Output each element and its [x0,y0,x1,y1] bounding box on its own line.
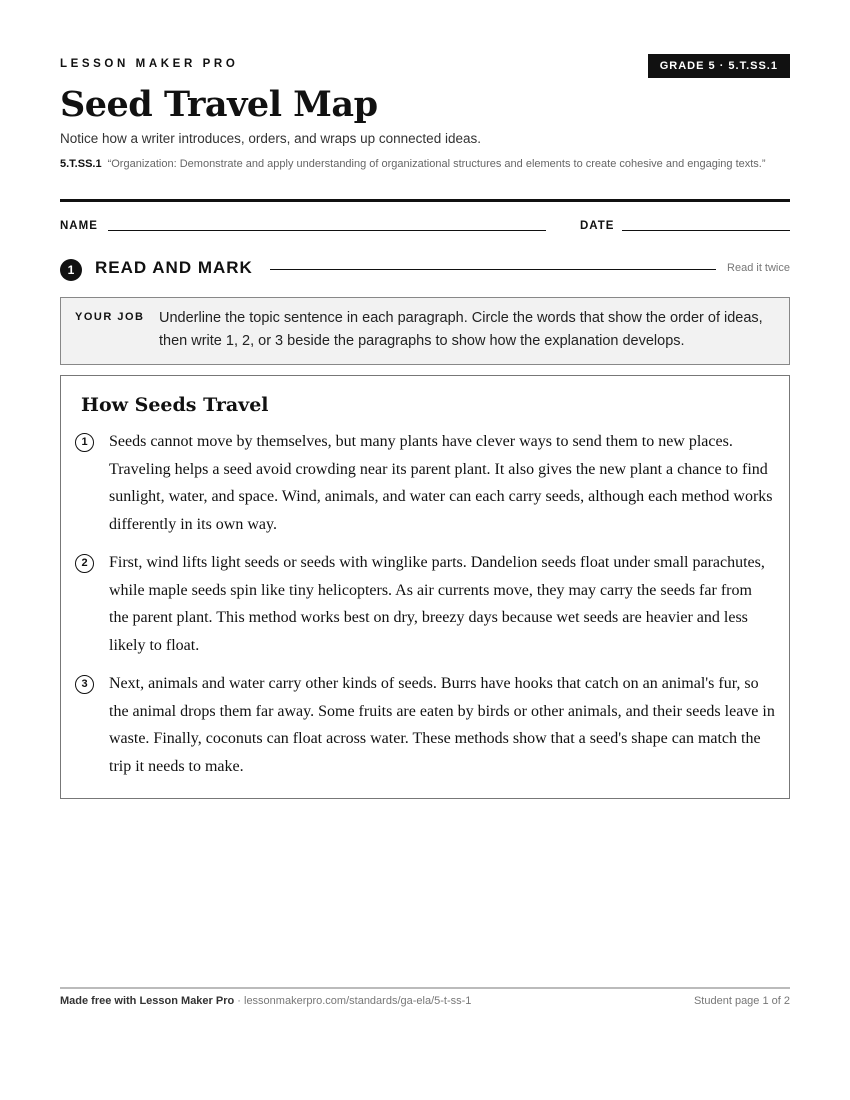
reading-passage [60,375,790,799]
section-note: Read it twice [727,262,790,274]
section-number-badge: 1 [60,259,82,281]
standard-code: 5.T.SS.1 [60,158,102,170]
footer-credit [60,995,471,1007]
paragraph-number: 1 [75,433,94,452]
page-title: Seed Travel Map [60,84,378,125]
passage-title: How Seeds Travel [81,394,269,416]
brand-name: LESSON MAKER PRO [60,58,239,70]
footer-made-with: Made free with Lesson Maker Pro [60,995,235,1007]
standard-description [60,156,770,172]
name-label: NAME [60,220,98,232]
section-divider [270,269,716,270]
grade-badge: GRADE 5 · 5.T.SS.1 [648,54,790,78]
instructions-label: YOUR JOB [75,311,145,323]
date-field[interactable] [622,230,790,231]
section-title: READ AND MARK [95,258,253,277]
name-field[interactable] [108,230,546,231]
paragraph-number: 2 [75,554,94,573]
instructions-box [60,297,790,365]
paragraph-number: 3 [75,675,94,694]
paragraph-text[interactable]: First, wind lifts light seeds or seeds with winglike parts. Dandelion seeds float under small parachutes, while maple seeds spin like tiny helicopters. As air currents move, they may carry the seeds far from the parent plant. This method works best on dry, breezy days because wet seeds are heavier and less likely to float. [109,554,765,654]
paragraph-text[interactable]: Seeds cannot move by themselves, but many plants have clever ways to send them to new places. Traveling helps a seed avoid crowding near its parent plant. It also gives the new plant a chance to find sunlight, water, and space. Wind, animals, and water can each carry seeds, although each method works differently in its own way. [109,433,773,533]
paragraph-text[interactable]: Next, animals and water carry other kinds of seeds. Burrs have hooks that catch on an animal's fur, so the animal drops them far away. Some fruits are eaten by birds or other animals, and their seeds leave in waste. Finally, coconuts can float across water. These methods show that a seed's shape can match the trip it needs to make. [109,675,775,775]
instructions-text: Underline the topic sentence in each paragraph. Circle the words that show the order of ideas, then write 1, 2, or 3 beside the paragraphs to show how the explanation develops. [159,310,763,349]
footer-divider [60,987,790,989]
worksheet-page [60,0,790,1100]
standard-text: “Organization: Demonstrate and apply understanding of organizational structures and elements to create cohesive and engaging texts.” [107,158,766,170]
page-indicator: Student page 1 of 2 [693,995,790,1007]
header-divider [60,199,790,202]
date-label: DATE [580,220,615,232]
footer-url[interactable]: · lessonmakerpro.com/standards/ga-ela/5-t-ss-1 [234,995,472,1007]
page-subtitle: Notice how a writer introduces, orders, and wraps up connected ideas. [60,131,481,146]
